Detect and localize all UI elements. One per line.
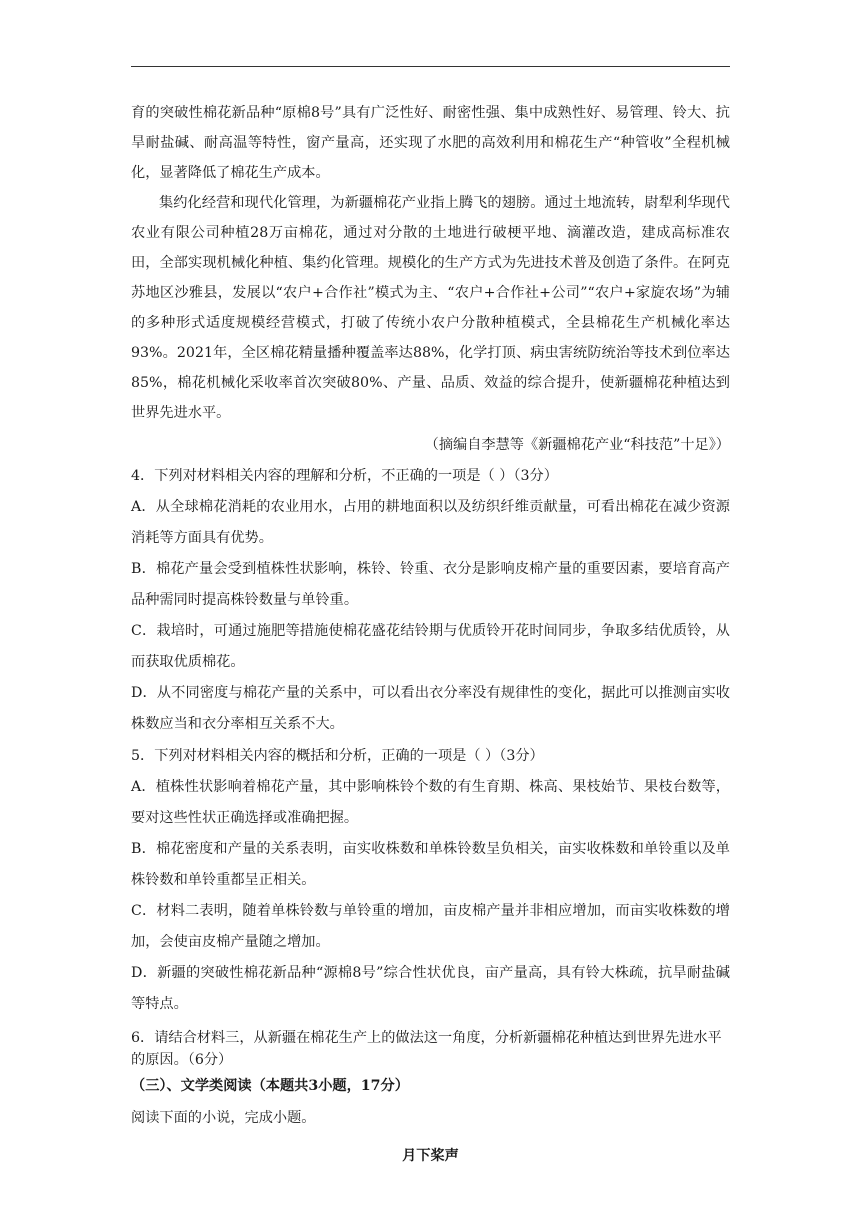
question-4-option-c: C．栽培时，可通过施肥等措施使棉花盛花结铃期与优质铃开花时间同步，争取多结优质铃，从而获取优质棉花。 xyxy=(131,623,730,670)
story-title: 月下桨声 xyxy=(402,1148,459,1164)
section-3-intro: 阅读下面的小说，完成小题。 xyxy=(131,1110,316,1126)
section-3-heading: （三）、文学类阅读（本题共3小题，17分） xyxy=(131,1078,409,1094)
passage-paragraph-2: 集约化经营和现代化管理，为新疆棉花产业指上腾飞的翅膀。通过土地流转，尉犁利华现代农业有限公司种植28万亩棉花，通过对分散的土地进行破梗平地、滴灌改造，建成高标准农田，全部实现机械化种植、集约化管理。规模化的生产方式为先进技术普及创造了条件。在阿克苏地区沙雅县，发展以“农户+合作社”模式为主、“农户+合作社+公司”“农户+家旋农场”为辅的多种形式适度规模经营模式，打破了传统小农户分散种植模式，全县棉花生产机械化率达93%。2021年，全区棉花精量播种覆盖率达88%，化学打顶、病虫害统防统治等技术到位率达85%，棉花机械化采收率首次突破80%、产量、品质、效益的综合提升，使新疆棉花种植达到世界先进水平。 xyxy=(131,195,730,421)
question-5-option-b: B．棉花密度和产量的关系表明，亩实收株数和单株铃数呈负相关，亩实收株数和单铃重以及单株铃数和单铃重都呈正相关。 xyxy=(131,841,730,888)
passage-source: （摘编自李慧等《新疆棉花产业“科技范”十足》） xyxy=(424,437,730,453)
question-5-option-c: C．材料二表明，随着单株铃数与单铃重的增加，亩皮棉产量并非相应增加，而亩实收株数的增加，会使亩皮棉产量随之增加。 xyxy=(131,903,730,950)
question-5-option-a: A．植株性状影响着棉花产量，其中影响株铃个数的有生育期、株高、果枝始节、果枝台数等，要对这些性状正确选择或准确把握。 xyxy=(131,779,730,826)
header-rule xyxy=(131,66,730,67)
question-4-option-d: D．从不同密度与棉花产量的关系中，可以看出衣分率没有规律性的变化，据此可以推测亩实收株数应当和衣分率相互关系不大。 xyxy=(131,685,730,732)
question-5-option-d: D．新疆的突破性棉花新品种“源棉8号”综合性状优良，亩产量高，具有铃大株疏，抗旱耐盐碱等特点。 xyxy=(131,965,730,1012)
question-4-option-b: B．棉花产量会受到植株性状影响，株铃、铃重、衣分是影响皮棉产量的重要因素，要培育高产品种需同时提高株铃数量与单铃重。 xyxy=(131,561,730,608)
page-content xyxy=(131,98,730,1171)
question-4-stem: 4．下列对材料相关内容的理解和分析，不正确的一项是（ ）（3分） xyxy=(131,468,558,484)
passage-paragraph-1: 育的突破性棉花新品种“原棉8号”具有广泛性好、耐密性强、集中成熟性好、易管理、铃大、抗旱耐盐碱、耐高温等特性，窗产量高，还实现了水肥的高效利用和棉花生产“种管收”全程机械化，显著降低了棉花生产成本。 xyxy=(131,105,730,181)
question-5-stem: 5．下列对材料相关内容的概括和分析，正确的一项是（ ）（3分） xyxy=(131,748,544,764)
question-4-option-a: A．从全球棉花消耗的农业用水，占用的耕地面积以及纺织纤维贡献量，可看出棉花在减少资源消耗等方面具有优势。 xyxy=(131,499,730,546)
question-6-stem: 6．请结合材料三，从新疆在棉花生产上的做法这一角度，分析新疆棉花种植达到世界先进水平的原因。（6分） xyxy=(131,1030,722,1068)
